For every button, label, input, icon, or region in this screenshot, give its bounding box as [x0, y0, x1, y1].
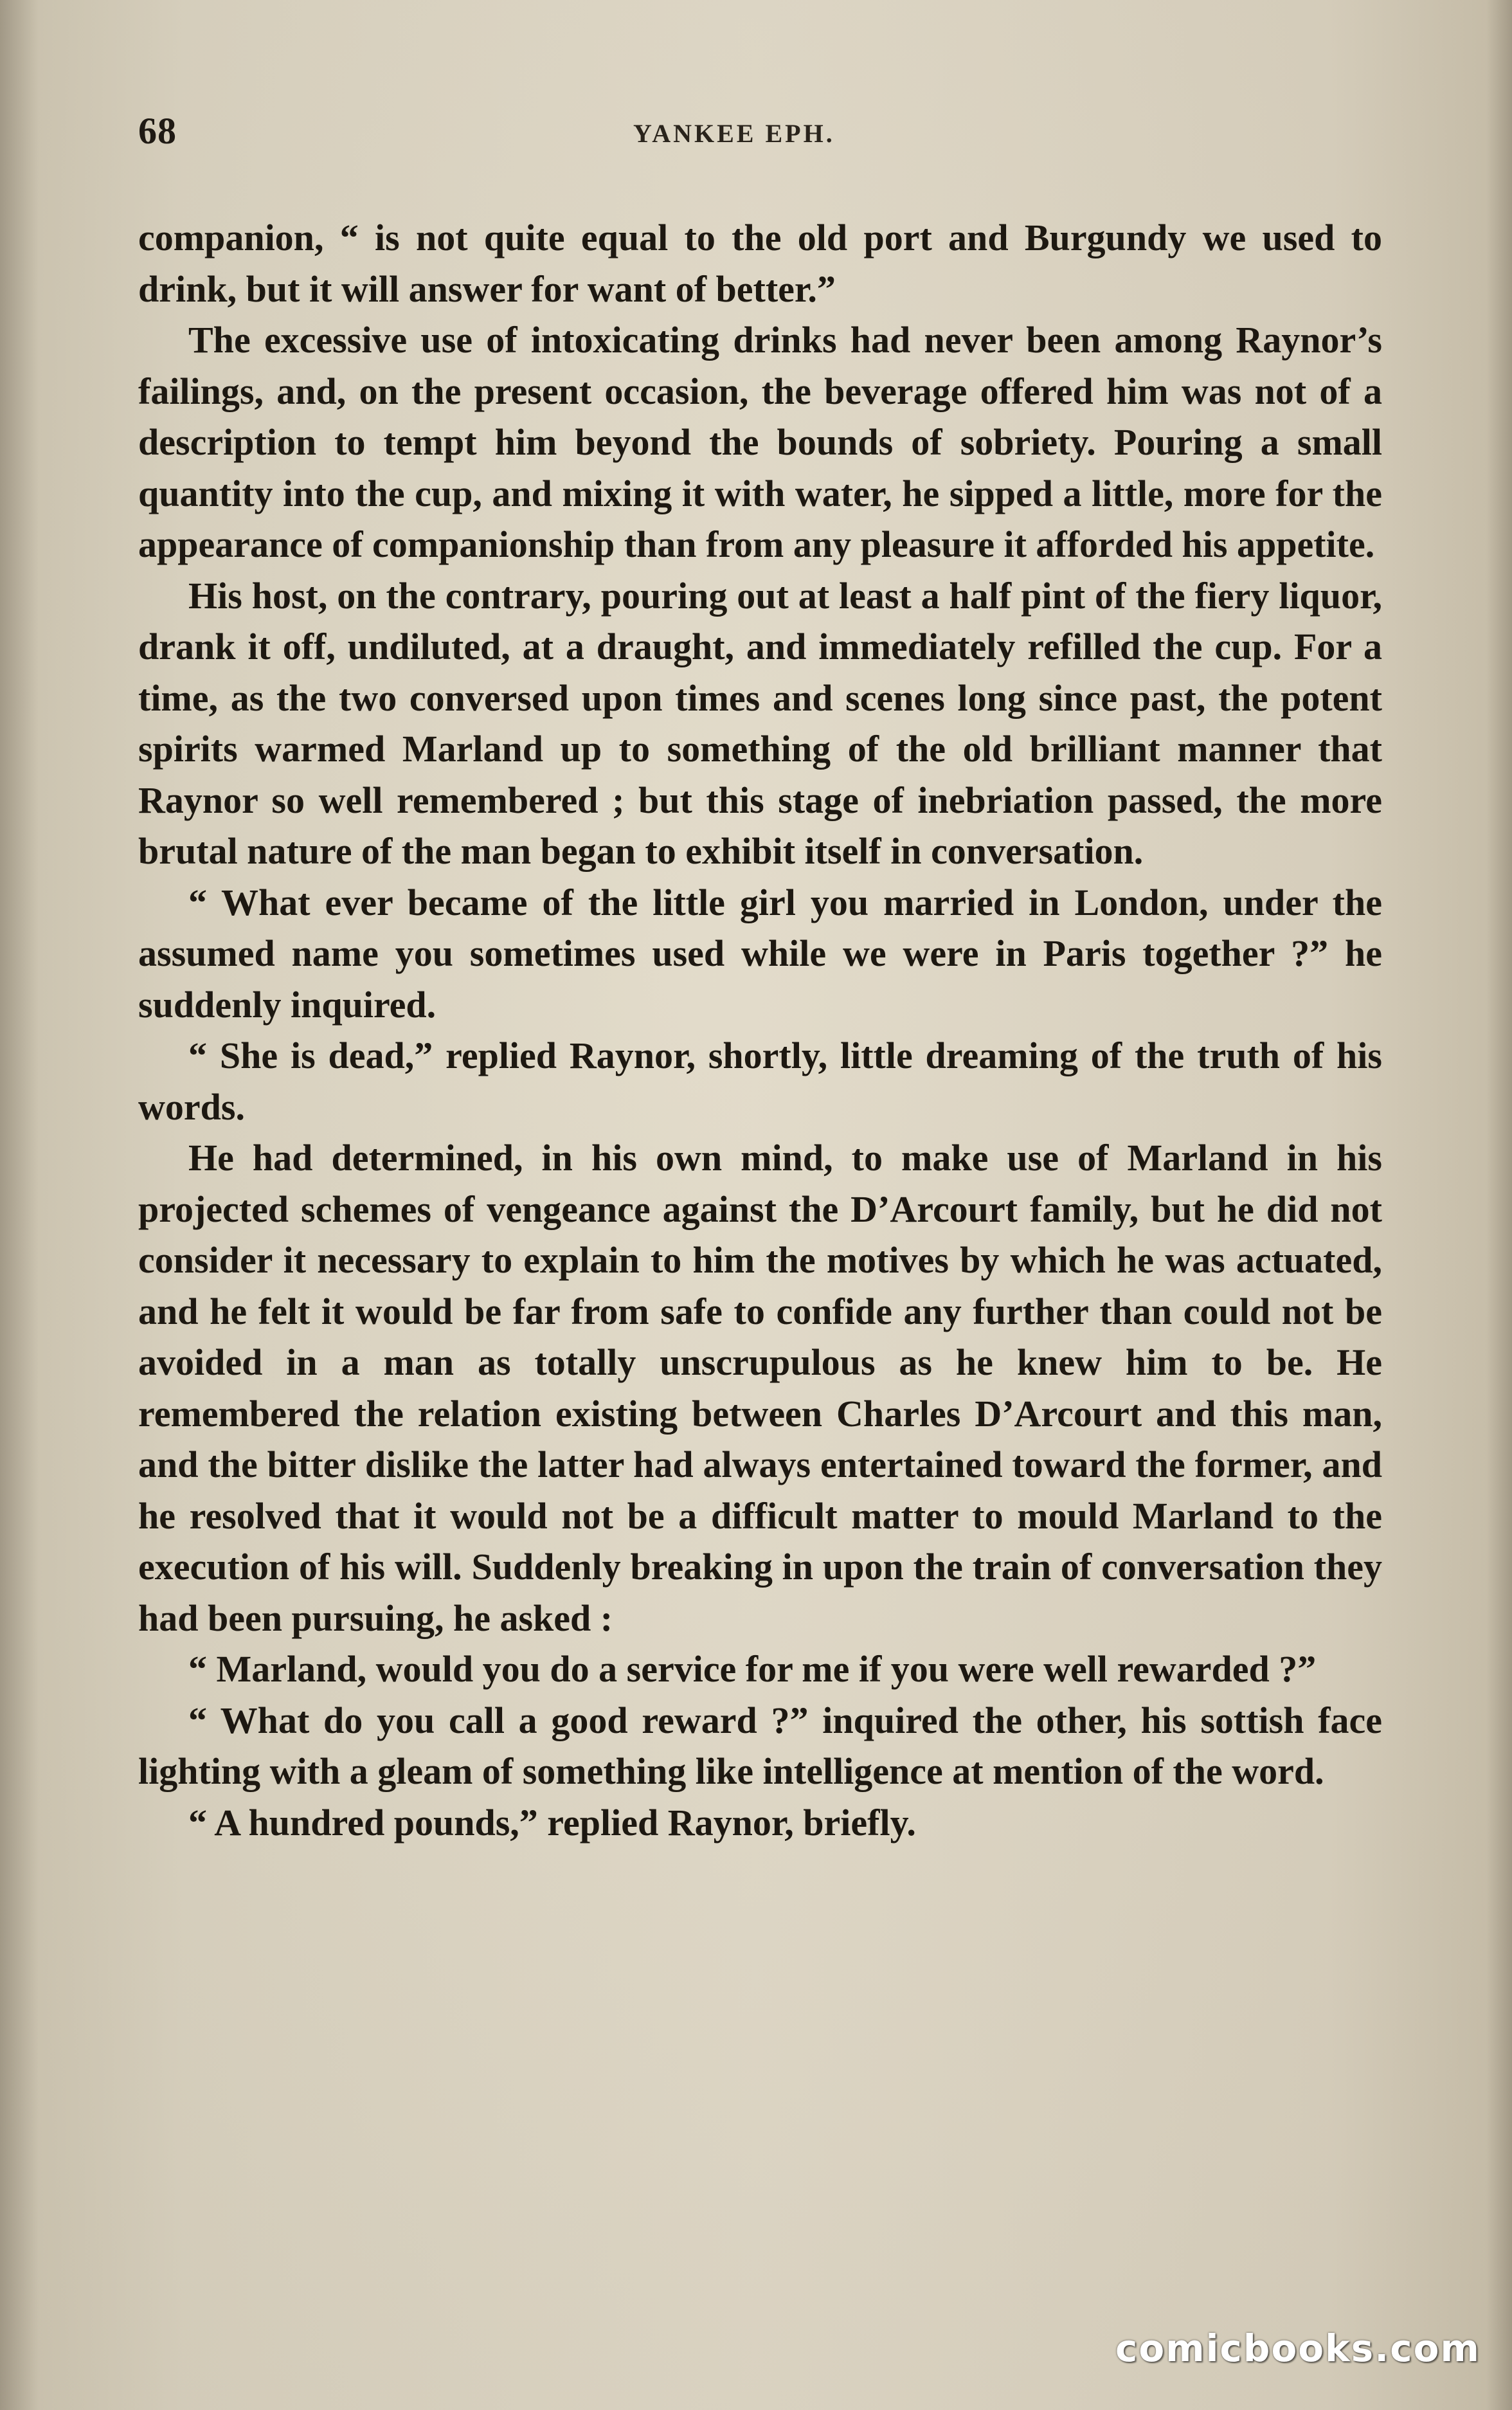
paragraph: His host, on the contrary, pouring out at least a half pint of the fiery liquor, drank it off, undiluted, at a draught, and immediately refilled the cup. For a time, as the two conversed upon times and scenes long since past, the potent spirits warmed Marland up to something of the old brilliant manner that Raynor so well remembered ; but this stage of inebriation passed, the more brutal nature of the man began to exhibit itself in conversation.	[138, 574, 1382, 872]
paragraph: “ Marland, would you do a service for me if you were well rewarded ?”	[188, 1648, 1317, 1690]
page-number: 68	[138, 110, 177, 152]
paragraph: The excessive use of intoxicating drinks had never been among Raynor’s failings, and, on the present occasion, the beverage offered him was not of a description to tempt him beyond the bounds of sobriety. Pouring a small quantity into the cup, and mixing it with water, he sipped a little, more for the appearance of companionship than from any pleasure it afforded his appetite.	[138, 319, 1382, 565]
page-shadow-right	[1486, 0, 1512, 2410]
paragraph: He had determined, in his own mind, to make use of Marland in his projected schemes of vengeance against the D’Arcourt family, but he did not consider it necessary to explain to him the motives by which he was actuated, and he felt it would be far from safe to confide any further than could not be avoided in a man as totally unscrupulous as he knew him to be. He remembered the relation existing between Charles D’Arcourt and this man, and the bitter dislike the latter had always entertained toward the former, and he resolved that it would not be a difficult matter to mould Marland to the execution of his will. Suddenly breaking in upon the train of conversation they had been pursuing, he asked :	[138, 1137, 1382, 1639]
paragraph: “ She is dead,” replied Raynor, shortly, little dreaming of the truth of his words.	[138, 1035, 1382, 1128]
body-text	[138, 212, 1382, 1848]
paragraph: “ A hundred pounds,” replied Raynor, briefly.	[188, 1801, 916, 1844]
page-shadow-left	[0, 0, 39, 2410]
running-title: YANKEE EPH.	[633, 119, 835, 148]
paragraph: “ What do you call a good reward ?” inquired the other, his sottish face lighting with a gleam of something like intelligence at mention of the word.	[138, 1699, 1382, 1792]
paragraph: “ What ever became of the little girl you married in London, under the assumed name you sometimes used while we were in Paris together ?” he suddenly inquired.	[138, 881, 1382, 1026]
running-head	[138, 109, 1392, 161]
watermark: comicbooks.com	[1115, 2326, 1480, 2370]
paragraph: companion, “ is not quite equal to the old port and Burgundy we used to drink, but it will answer for want of better.”	[138, 217, 1382, 310]
